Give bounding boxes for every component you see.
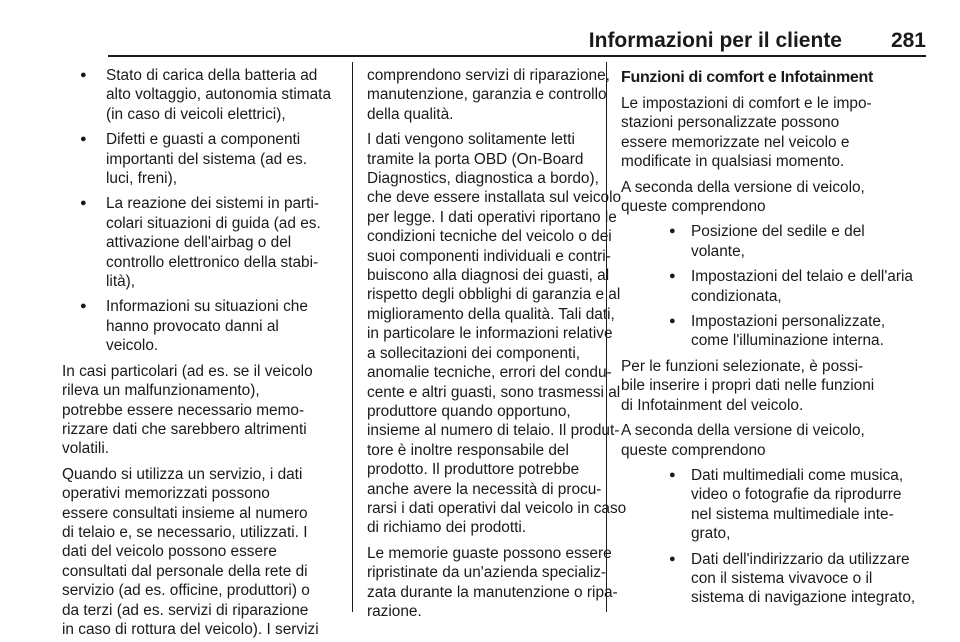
text-line: per legge. I dati operativi riportano le xyxy=(367,208,617,226)
text-line: rarsi i dati operativi dal veicolo in caso xyxy=(367,499,627,517)
column-1 xyxy=(62,66,346,642)
text-line: rizzare dati che sarebbero altrimenti xyxy=(62,420,307,438)
text-line: ripristinate da un'azienda specializ- xyxy=(367,564,607,582)
paragraph xyxy=(367,66,633,124)
text-line: Le impostazioni di comfort e le impo- xyxy=(621,95,872,112)
text-line: razione. xyxy=(367,602,422,620)
text-line: anomalie tecniche, errori del condu- xyxy=(367,364,612,382)
text-line: Diagnostics, diagnostica a bordo), xyxy=(367,170,599,188)
list-item xyxy=(621,267,927,306)
text-line: cente e altri guasti, sono trasmessi al xyxy=(367,383,621,401)
text-line: da terzi (ad es. servizi di riparazione xyxy=(62,601,309,619)
text-line: controllo elettronico della stabi- xyxy=(106,253,319,271)
text-line: veicolo. xyxy=(106,337,159,355)
text-line: (in caso di veicoli elettrici), xyxy=(106,105,286,123)
column-3 xyxy=(621,66,927,614)
col1-bullet-list xyxy=(62,66,346,356)
paragraph xyxy=(367,544,633,622)
text-line: rispetto degli obblighi di garanzia e al xyxy=(367,286,621,304)
text-line: queste comprendono xyxy=(621,441,766,459)
text-line: manutenzione, garanzia e controllo xyxy=(367,86,607,104)
text-line: ● Dati multimediali come musica, xyxy=(691,466,904,484)
text-line: della qualità. xyxy=(367,105,454,123)
text-line: grato, xyxy=(691,525,731,543)
text-line: Le memorie guaste possono essere xyxy=(367,544,612,562)
text-line: ● La reazione dei sistemi in parti- xyxy=(106,195,320,213)
text-line: servizio (ad es. officine, produttori) o xyxy=(62,582,310,600)
list-item xyxy=(621,312,927,351)
paragraph xyxy=(621,357,927,415)
text-line: potrebbe essere necessario memo- xyxy=(62,401,305,419)
text-line: ● Stato di carica della batteria ad xyxy=(106,67,318,84)
text-line: importanti del sistema (ad es. xyxy=(106,150,308,168)
text-line: che deve essere installata sul veicolo xyxy=(367,189,622,207)
text-line: zata durante la manutenzione o ripa- xyxy=(367,583,618,601)
text-line: comprendono servizi di riparazione, xyxy=(367,67,610,84)
list-item xyxy=(621,550,927,608)
text-line: I dati vengono solitamente letti xyxy=(367,131,575,149)
section-heading: Funzioni di comfort e Infotainment xyxy=(621,69,874,86)
text-line: stazioni personalizzate possono xyxy=(621,114,840,132)
text-line: colari situazioni di guida (ad es. xyxy=(106,214,321,232)
text-line: attivazione dell'airbag o del xyxy=(106,234,292,252)
text-line: consultati dal personale della rete di xyxy=(62,562,308,580)
text-line: produttore quando opportuno, xyxy=(367,402,571,420)
text-line: lità), xyxy=(106,273,136,291)
text-line: di richiamo dei prodotti. xyxy=(367,519,527,537)
text-line: prodotto. Il produttore potrebbe xyxy=(367,461,580,479)
paragraph xyxy=(62,362,346,459)
text-line: ● Difetti e guasti a componenti xyxy=(106,131,301,149)
list-item xyxy=(621,466,927,544)
text-line: a sollecitazioni dei componenti, xyxy=(367,344,581,362)
paragraph xyxy=(621,421,927,460)
text-line: miglioramento della qualità. Tali dati, xyxy=(367,305,615,323)
text-line: essere consultati insieme al numero xyxy=(62,504,308,522)
text-line: ● Posizione del sedile e del xyxy=(691,223,865,241)
col3-bullet-list-1 xyxy=(621,222,927,350)
col3-bullet-list-2 xyxy=(621,466,927,608)
text-line: condizionata, xyxy=(691,287,782,305)
column-2 xyxy=(367,66,633,627)
text-line: Quando si utilizza un servizio, i dati xyxy=(62,465,303,483)
list-item xyxy=(62,66,346,124)
text-line: rileva un malfunzionamento), xyxy=(62,382,260,400)
paragraph xyxy=(62,465,346,640)
header-title: Informazioni per il cliente xyxy=(588,29,842,52)
text-line: ● Informazioni su situazioni che xyxy=(106,298,308,316)
paragraph xyxy=(367,130,633,538)
list-item xyxy=(62,130,346,188)
text-line: come l'illuminazione interna. xyxy=(691,332,884,350)
text-line: in particolare le informazioni relative xyxy=(367,325,613,343)
text-line: alto voltaggio, autonomia stimata xyxy=(106,86,332,104)
list-item xyxy=(621,222,927,261)
text-line: In casi particolari (ad es. se il veicolo xyxy=(62,362,313,380)
text-line: suoi componenti individuali e contri- xyxy=(367,247,611,265)
page-header xyxy=(108,26,926,56)
text-line: nel sistema multimediale inte- xyxy=(691,505,894,523)
text-line: in caso di rottura del veicolo). I servizi xyxy=(62,620,319,638)
text-line: ● Dati dell'indirizzario da utilizzare xyxy=(691,550,910,568)
text-line: essere memorizzate nel veicolo e xyxy=(621,133,850,151)
text-line: di telaio e, se necessario, utilizzati. I xyxy=(62,523,308,541)
text-line: dati del veicolo possono essere xyxy=(62,543,277,561)
page-number: 281 xyxy=(890,29,926,52)
paragraph xyxy=(621,178,927,217)
paragraph xyxy=(621,94,927,172)
text-line: operativi memorizzati possono xyxy=(62,485,270,503)
text-line: A seconda della versione di veicolo, xyxy=(621,178,865,196)
list-item xyxy=(62,194,346,291)
text-line: hanno provocato danni al xyxy=(106,317,279,335)
text-line: tore è inoltre responsabile del xyxy=(367,441,569,459)
text-line: video o fotografie da riprodurre xyxy=(691,486,902,504)
text-line: luci, freni), xyxy=(106,170,177,188)
text-line: anche avere la necessità di procu- xyxy=(367,480,602,498)
text-line: volante, xyxy=(691,242,745,260)
text-line: con il sistema vivavoce o il xyxy=(691,569,873,587)
text-line: queste comprendono xyxy=(621,198,766,216)
list-item xyxy=(62,297,346,355)
text-line: ● Impostazioni del telaio e dell'aria xyxy=(691,268,913,286)
text-line: di Infotainment del veicolo. xyxy=(621,396,804,414)
text-line: buiscono alla diagnosi dei guasti, al xyxy=(367,267,610,285)
text-line: Per le funzioni selezionate, è possi- xyxy=(621,357,864,375)
text-line: A seconda della versione di veicolo, xyxy=(621,422,865,440)
text-line: insieme al numero di telaio. Il produt- xyxy=(367,422,620,440)
text-line: condizioni tecniche del veicolo o dei xyxy=(367,228,612,246)
text-line: modificate in qualsiasi momento. xyxy=(621,153,845,171)
text-line: bile inserire i propri dati nelle funzioni xyxy=(621,377,875,395)
text-line: ● Impostazioni personalizzate, xyxy=(691,313,886,331)
text-line: volatili. xyxy=(62,440,110,458)
column-divider-1 xyxy=(352,62,353,612)
header-rule xyxy=(108,55,926,57)
text-line: sistema di navigazione integrato, xyxy=(691,589,916,607)
text-line: tramite la porta OBD (On-Board xyxy=(367,150,584,168)
